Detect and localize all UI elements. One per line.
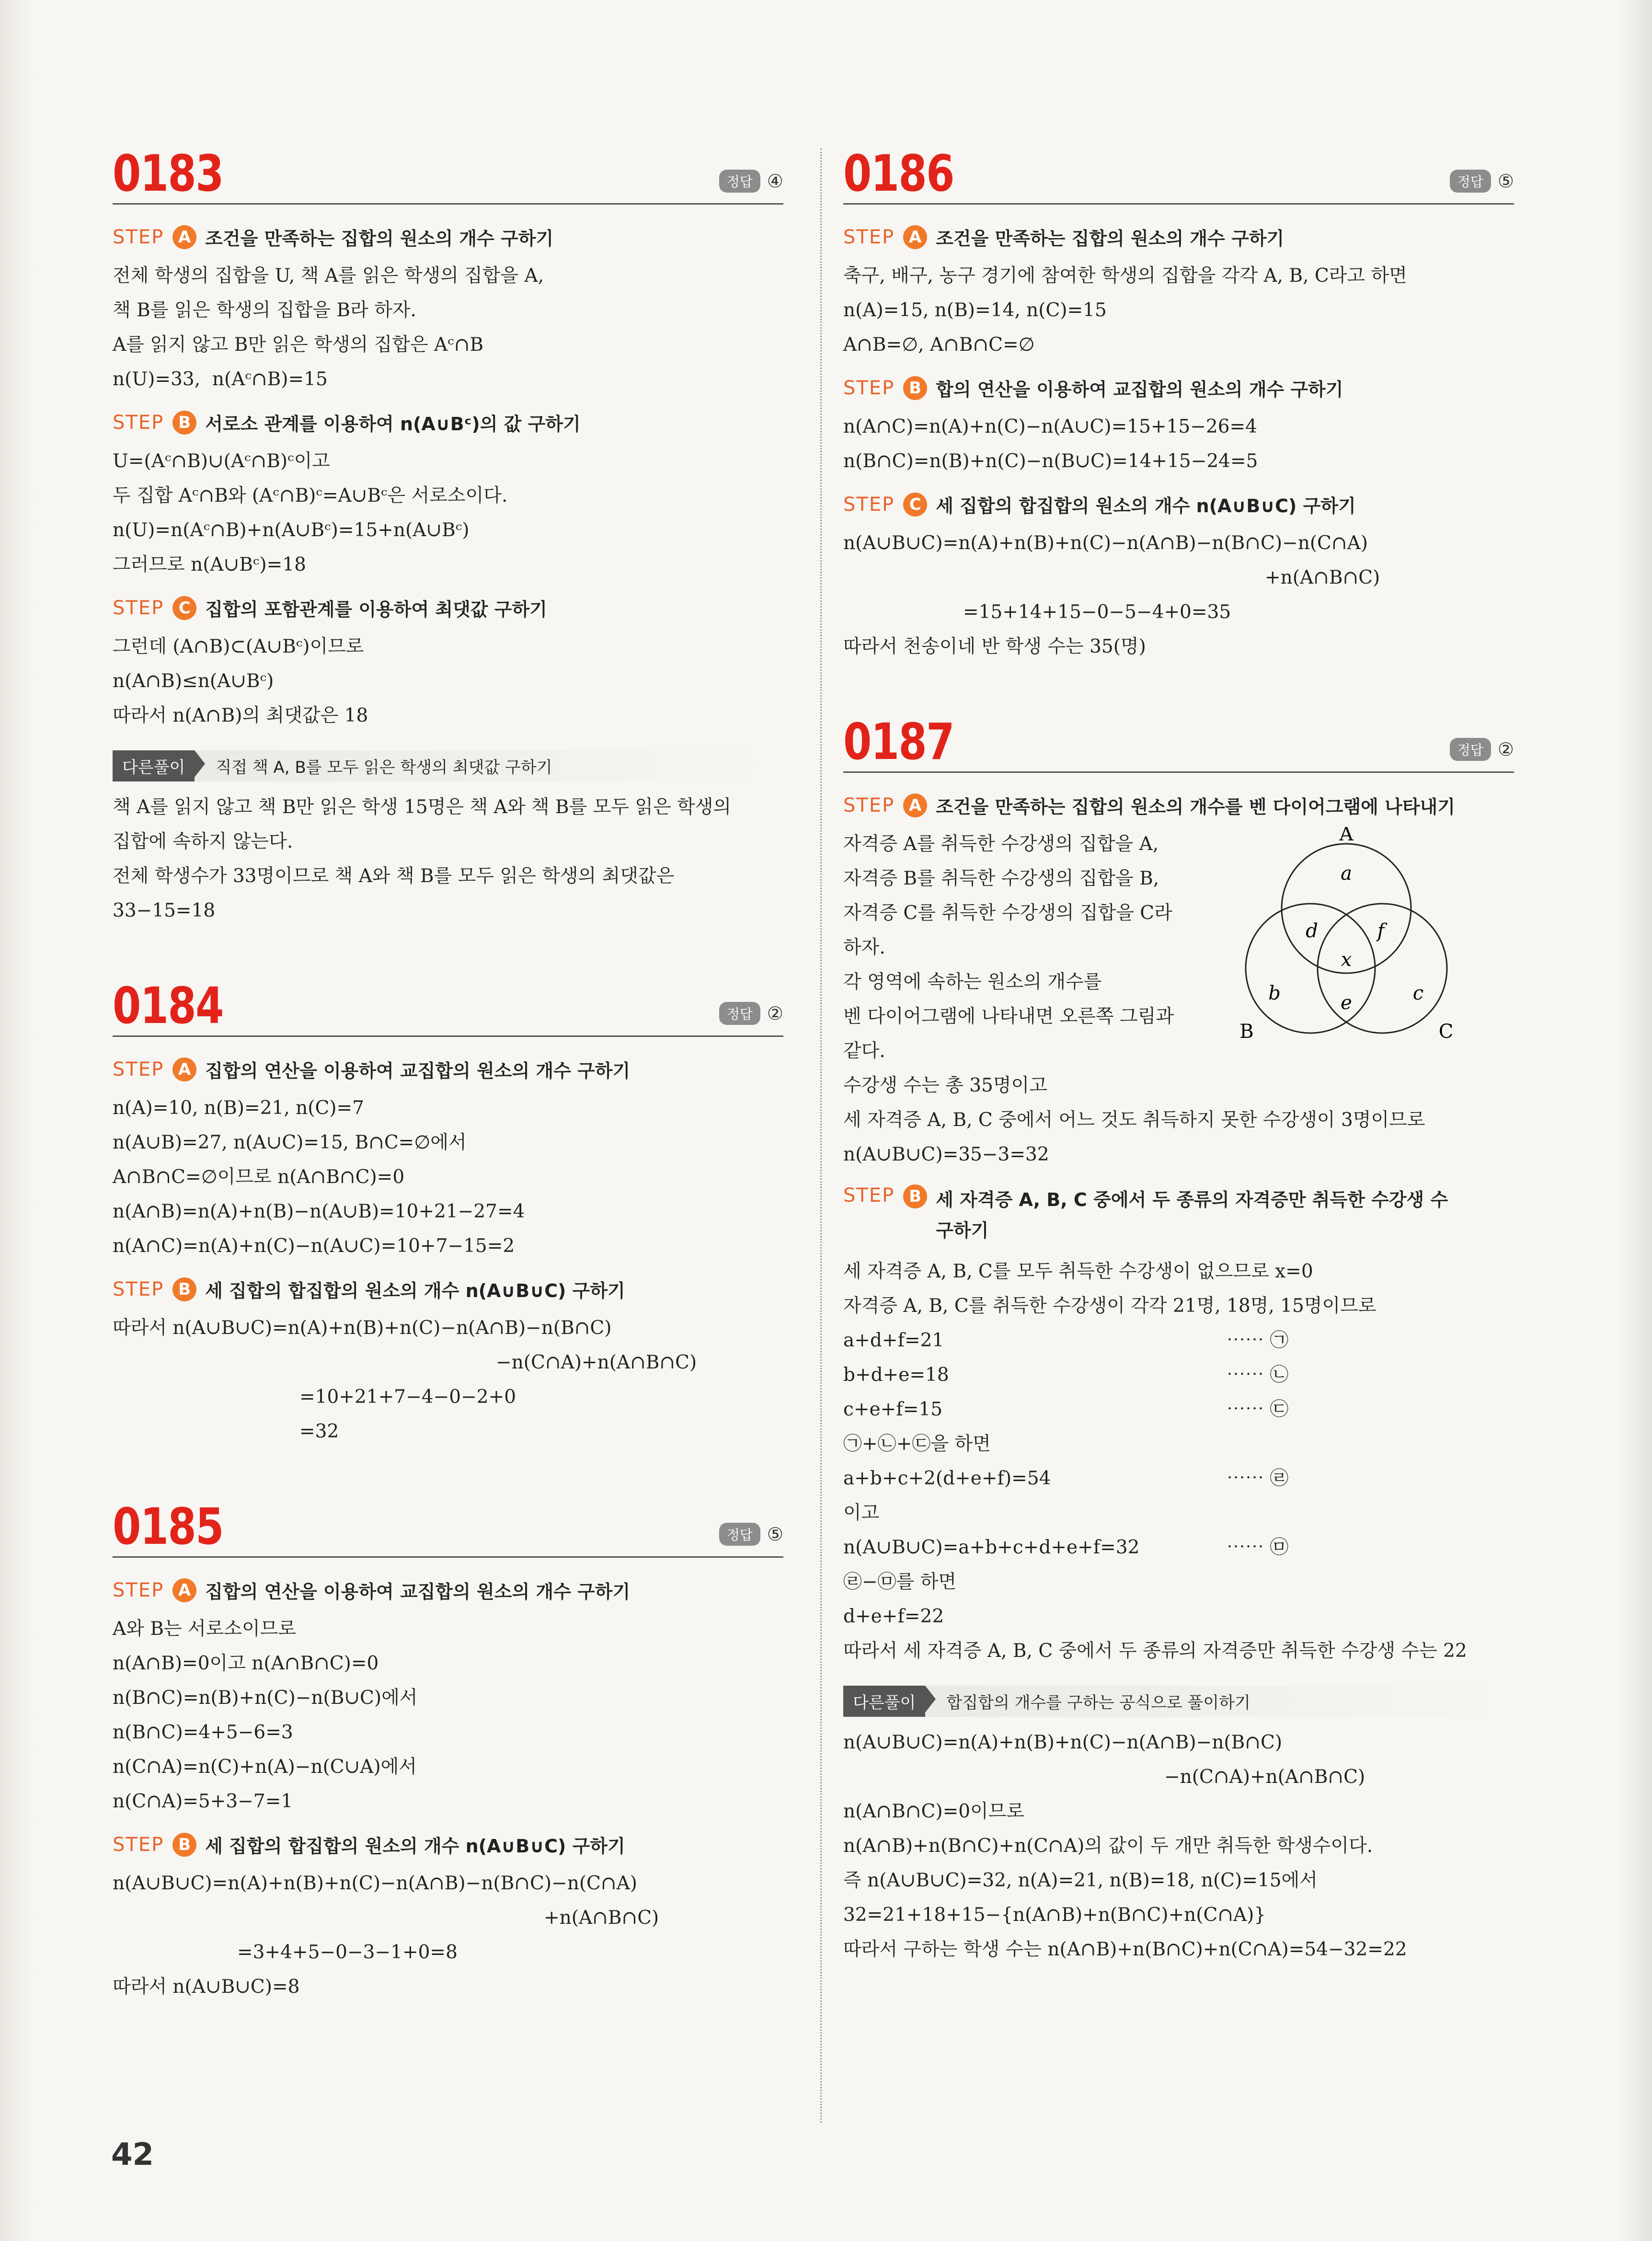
solution-line: =15+14+15−0−5−4+0=35: [963, 601, 1231, 623]
solution-line: 자격증 B를 취득한 수강생의 집합을 B,: [843, 868, 1159, 889]
step-label: STEP: [113, 597, 164, 619]
equation-row: [843, 1530, 1514, 1565]
equation: a+d+f=21: [843, 1330, 944, 1351]
answer-badge: 정답: [1450, 738, 1491, 761]
step-letter: B: [172, 411, 196, 435]
step-a-header: [113, 1577, 783, 1603]
solution-line: 자격증 C를 취득한 수강생의 집합을 C라: [843, 902, 1172, 924]
solution-line: 두 집합 Aᶜ∩B와 (Aᶜ∩B)ᶜ=A∪Bᶜ은 서로소이다.: [113, 485, 508, 506]
alternative-title: 직접 책 A, B를 모두 읽은 학생의 최댓값 구하기: [216, 758, 552, 777]
solution-line: −n(C∩A)+n(A∩B∩C): [496, 1352, 697, 1373]
answer: [1450, 738, 1514, 761]
solution-line: 따라서 구하는 학생 수는 n(A∩B)+n(B∩C)+n(C∩A)=54−32=22: [843, 1939, 1407, 1960]
solution-line: n(A∩B)=0이고 n(A∩B∩C)=0: [113, 1653, 379, 1674]
step-title: 합의 연산을 이용하여 교집합의 원소의 개수 구하기: [936, 379, 1343, 400]
step-a-header: [113, 224, 783, 250]
problem-header: [113, 1497, 783, 1558]
solution-line: 같다.: [843, 1040, 885, 1062]
solution-line: 세 자격증 A, B, C 중에서 어느 것도 취득하지 못한 수강생이 3명이므로: [843, 1109, 1425, 1131]
equation-row: [843, 1323, 1514, 1358]
step-label: STEP: [843, 794, 895, 816]
solution-line: n(A∪B∪C)=35−3=32: [843, 1144, 1049, 1165]
step-b-header: [113, 409, 783, 436]
alternative-badge: 다른풀이: [113, 750, 195, 781]
step-b-header: [113, 1276, 783, 1302]
step-title: 집합의 연산을 이용하여 교집합의 원소의 개수 구하기: [205, 1581, 631, 1602]
answer-badge: 정답: [719, 1002, 760, 1025]
solution-line: n(A∩B)=n(A)+n(B)−n(A∪B)=10+21−27=4: [113, 1201, 525, 1222]
problem-header: [843, 713, 1514, 773]
step-title: 집합의 연산을 이용하여 교집합의 원소의 개수 구하기: [205, 1060, 631, 1081]
solution-line: n(U)=33, n(Aᶜ∩B)=15: [113, 368, 328, 390]
solution-line: n(A∪B∪C)=n(A)+n(B)+n(C)−n(A∩B)−n(B∩C)−n(C∩A): [843, 532, 1368, 554]
step-letter: B: [172, 1277, 196, 1301]
solution-line: 이고: [843, 1502, 880, 1524]
solution-line: 32=21+18+15−{n(A∩B)+n(B∩C)+n(C∩A)}: [843, 1904, 1266, 1926]
venn-region-c: c: [1412, 982, 1424, 1004]
alternative-solution-header: [113, 750, 783, 781]
solution-line: A∩B=∅, A∩B∩C=∅: [843, 334, 1035, 356]
solution-line: n(A∩B)≤n(A∪Bᶜ): [113, 670, 274, 692]
solution-line: A를 읽지 않고 B만 읽은 학생의 집합은 Aᶜ∩B: [113, 334, 484, 356]
solution-line: 세 자격증 A, B, C를 모두 취득한 수강생이 없으므로 x=0: [843, 1261, 1313, 1282]
solution-line: 따라서 n(A∪B∪C)=n(A)+n(B)+n(C)−n(A∩B)−n(B∩C): [113, 1317, 612, 1339]
problem-number: 0187: [843, 713, 954, 771]
solution-line: n(C∩A)=5+3−7=1: [113, 1791, 293, 1812]
solution-line: n(A∩B)+n(B∩C)+n(C∩A)의 값이 두 개만 취득한 학생수이다.: [843, 1835, 1373, 1857]
problem-header: [843, 144, 1514, 205]
solution-line: n(B∩C)=4+5−6=3: [113, 1722, 293, 1743]
step-title: 세 집합의 합집합의 원소의 개수 n(A∪B∪C) 구하기: [205, 1836, 625, 1857]
step-label: STEP: [113, 411, 164, 434]
right-column: [843, 144, 1514, 2020]
column-divider: [820, 149, 822, 2123]
step-label: STEP: [113, 1278, 164, 1300]
solution-line: n(B∩C)=n(B)+n(C)−n(B∪C)=14+15−24=5: [843, 450, 1258, 472]
solution-line: 벤 다이어그램에 나타내면 오른쪽 그림과: [843, 1006, 1174, 1027]
step-title: 집합의 포함관계를 이용하여 최댓값 구하기: [205, 599, 547, 620]
answer-value: ②: [767, 1003, 783, 1024]
step-title-line: 세 자격증 A, B, C 중에서 두 종류의 자격증만 취득한 수강생 수: [936, 1189, 1448, 1210]
alternative-title: 합집합의 개수를 구하는 공식으로 풀이하기: [946, 1693, 1250, 1712]
solution-line: n(A∪B∪C)=n(A)+n(B)+n(C)−n(A∩B)−n(B∩C): [843, 1732, 1283, 1753]
step-label: STEP: [113, 1058, 164, 1080]
solution-line: +n(A∩B∩C): [544, 1907, 659, 1929]
solution-line: 하자.: [843, 937, 885, 958]
equation-tag: ⋯⋯ ㉢: [1227, 1399, 1289, 1420]
problem-number: 0185: [113, 1497, 223, 1556]
step-a-header: [843, 792, 1514, 818]
step-letter: C: [172, 596, 196, 620]
step-letter: A: [903, 793, 927, 817]
equation-row: [843, 1392, 1514, 1427]
solution-line: 따라서 천송이네 반 학생 수는 35(명): [843, 636, 1146, 657]
solution-line: −n(C∩A)+n(A∩B∩C): [1164, 1766, 1365, 1788]
step-title: [936, 1184, 1448, 1246]
problem-header: [113, 977, 783, 1037]
solution-line: ㉣−㉤를 하면: [843, 1571, 957, 1593]
step-letter: A: [172, 225, 196, 249]
solution-line: 전체 학생의 집합을 U, 책 A를 읽은 학생의 집합을 A,: [113, 265, 544, 287]
step-a-header: [113, 1056, 783, 1082]
solution-line: n(A)=10, n(B)=21, n(C)=7: [113, 1097, 364, 1119]
step-label: STEP: [843, 226, 895, 248]
solution-line: 그러므로 n(A∪Bᶜ)=18: [113, 554, 306, 575]
solution-line: =32: [299, 1421, 339, 1442]
solution-line: A와 B는 서로소이므로: [113, 1618, 297, 1640]
answer: [1450, 170, 1514, 193]
step-b-header: [843, 1184, 1514, 1246]
answer-badge: 정답: [719, 170, 760, 193]
equation-tag: ⋯⋯ ㉤: [1227, 1537, 1289, 1558]
solution-line: ㉠+㉡+㉢을 하면: [843, 1433, 991, 1455]
venn-label-c: C: [1438, 1021, 1454, 1043]
answer-badge: 정답: [719, 1523, 760, 1546]
solution-line: 수강생 수는 총 35명이고: [843, 1075, 1047, 1096]
solution-line: A∩B∩C=∅이므로 n(A∩B∩C)=0: [113, 1166, 405, 1188]
venn-diagram: [1217, 827, 1476, 1052]
solution-line: n(A)=15, n(B)=14, n(C)=15: [843, 299, 1107, 321]
solution-line: n(B∩C)=n(B)+n(C)−n(B∪C)에서: [113, 1687, 418, 1709]
solution-line: 책 B를 읽은 학생의 집합을 B라 하자.: [113, 299, 416, 321]
solution-line: n(A∩B∩C)=0이므로: [843, 1801, 1025, 1822]
problem-number: 0183: [113, 144, 223, 203]
venn-region-f: f: [1377, 920, 1385, 942]
solution-line: n(C∩A)=n(C)+n(A)−n(C∪A)에서: [113, 1756, 417, 1778]
venn-region-x: x: [1341, 949, 1352, 971]
venn-region-d: d: [1306, 920, 1318, 942]
solution-line: n(U)=n(Aᶜ∩B)+n(A∪Bᶜ)=15+n(A∪Bᶜ): [113, 519, 470, 541]
answer: [719, 1002, 783, 1025]
equation-tag: ⋯⋯ ㉠: [1227, 1330, 1289, 1351]
step-label: STEP: [843, 493, 895, 516]
step-letter: C: [903, 493, 927, 517]
problem-0185: [113, 1497, 783, 2004]
step-b-header: [113, 1831, 783, 1858]
problem-0186: [843, 144, 1514, 664]
step-label: STEP: [843, 1184, 895, 1207]
solution-line: =3+4+5−0−3−1+0=8: [237, 1942, 458, 1963]
equation-tag: ⋯⋯ ㉣: [1227, 1468, 1289, 1489]
problem-0183: [113, 144, 783, 928]
step-a-header: [843, 224, 1514, 250]
problem-header: [113, 144, 783, 205]
solution-line: 따라서 n(A∪B∪C)=8: [113, 1976, 300, 1998]
step-label: STEP: [113, 1833, 164, 1856]
step-label: STEP: [113, 226, 164, 248]
answer-value: ⑤: [1497, 171, 1514, 192]
solution-line: 자격증 A, B, C를 취득한 수강생이 각각 21명, 18명, 15명이므로: [843, 1295, 1377, 1317]
step-title: 세 집합의 합집합의 원소의 개수 n(A∪B∪C) 구하기: [936, 495, 1356, 517]
step-letter: A: [172, 1057, 196, 1081]
solution-line: n(A∩C)=n(A)+n(C)−n(A∪C)=15+15−26=4: [843, 416, 1257, 437]
venn-section: [843, 827, 1514, 1069]
answer-value: ④: [767, 171, 783, 192]
venn-region-e: e: [1341, 992, 1352, 1014]
step-letter: B: [172, 1833, 196, 1857]
page-edge-right: [1618, 0, 1652, 2241]
step-letter: A: [903, 225, 927, 249]
page-edge-left: [0, 0, 34, 2241]
solution-line: =10+21+7−4−0−2+0: [299, 1386, 516, 1408]
solution-line: 따라서 세 자격증 A, B, C 중에서 두 종류의 자격증만 취득한 수강생 수는 22: [843, 1640, 1467, 1662]
step-title-line: 구하기: [936, 1220, 989, 1241]
answer-value: ⑤: [767, 1524, 783, 1545]
problem-number: 0186: [843, 144, 954, 203]
answer-badge: 정답: [1450, 170, 1491, 193]
problem-number: 0184: [113, 977, 223, 1035]
step-title: 세 집합의 합집합의 원소의 개수 n(A∪B∪C) 구하기: [205, 1280, 625, 1301]
solution-line: 따라서 n(A∩B)의 최댓값은 18: [113, 705, 368, 726]
problem-0187: [843, 713, 1514, 1967]
step-letter: B: [903, 376, 927, 400]
step-title: 조건을 만족하는 집합의 원소의 개수를 벤 다이어그램에 나타내기: [936, 796, 1455, 817]
venn-label-a: A: [1339, 827, 1354, 845]
venn-label-b: B: [1239, 1021, 1254, 1043]
step-letter: B: [903, 1184, 927, 1208]
equation-row: [843, 1358, 1514, 1392]
step-c-header: [113, 595, 783, 621]
answer-value: ②: [1497, 739, 1514, 760]
step-label: STEP: [843, 377, 895, 399]
solution-line: 축구, 배구, 농구 경기에 참여한 학생의 집합을 각각 A, B, C라고 하면: [843, 265, 1407, 287]
solution-line: n(A∩C)=n(A)+n(C)−n(A∪C)=10+7−15=2: [113, 1235, 515, 1257]
solution-line: 자격증 A를 취득한 수강생의 집합을 A,: [843, 833, 1159, 855]
step-b-header: [843, 375, 1514, 401]
answer: [719, 170, 783, 193]
equation-row: [843, 1461, 1514, 1496]
alternative-solution-header: [843, 1686, 1514, 1717]
solution-line: 그런데 (A∩B)⊂(A∪Bᶜ)이므로: [113, 636, 364, 657]
solution-line: 집합에 속하지 않는다.: [113, 831, 293, 852]
solution-line: U=(Aᶜ∩B)∪(Aᶜ∩B)ᶜ이고: [113, 450, 330, 472]
solution-line: 책 A를 읽지 않고 책 B만 읽은 학생 15명은 책 A와 책 B를 모두 읽은 학생의: [113, 796, 732, 818]
step-letter: A: [172, 1578, 196, 1602]
step-title: 조건을 만족하는 집합의 원소의 개수 구하기: [936, 228, 1285, 249]
left-column: [113, 144, 783, 2057]
page-number: 42: [111, 2137, 154, 2172]
venn-region-b: b: [1268, 982, 1281, 1004]
solution-line: n(A∪B∪C)=n(A)+n(B)+n(C)−n(A∩B)−n(B∩C)−n(C∩A): [113, 1873, 637, 1894]
solution-line: 각 영역에 속하는 원소의 개수를: [843, 971, 1102, 993]
solution-line: 33−15=18: [113, 900, 216, 921]
solution-line: +n(A∩B∩C): [1265, 567, 1380, 588]
alternative-badge: 다른풀이: [843, 1686, 925, 1717]
equation-tag: ⋯⋯ ㉡: [1227, 1364, 1289, 1386]
problem-0184: [113, 977, 783, 1449]
solution-line: 전체 학생수가 33명이므로 책 A와 책 B를 모두 읽은 학생의 최댓값은: [113, 865, 675, 887]
equation: c+e+f=15: [843, 1399, 943, 1420]
solution-line: 즉 n(A∪B∪C)=32, n(A)=21, n(B)=18, n(C)=15에서: [843, 1870, 1318, 1891]
equation: b+d+e=18: [843, 1364, 949, 1386]
venn-region-a: a: [1341, 862, 1352, 885]
answer: [719, 1523, 783, 1546]
equation: n(A∪B∪C)=a+b+c+d+e+f=32: [843, 1537, 1140, 1558]
step-title: 서로소 관계를 이용하여 n(A∪Bᶜ)의 값 구하기: [205, 414, 581, 435]
equation: a+b+c+2(d+e+f)=54: [843, 1468, 1051, 1489]
step-c-header: [843, 491, 1514, 517]
solution-line: d+e+f=22: [843, 1606, 944, 1627]
solution-line: n(A∪B)=27, n(A∪C)=15, B∩C=∅에서: [113, 1132, 467, 1153]
step-label: STEP: [113, 1579, 164, 1601]
step-title: 조건을 만족하는 집합의 원소의 개수 구하기: [205, 228, 554, 249]
